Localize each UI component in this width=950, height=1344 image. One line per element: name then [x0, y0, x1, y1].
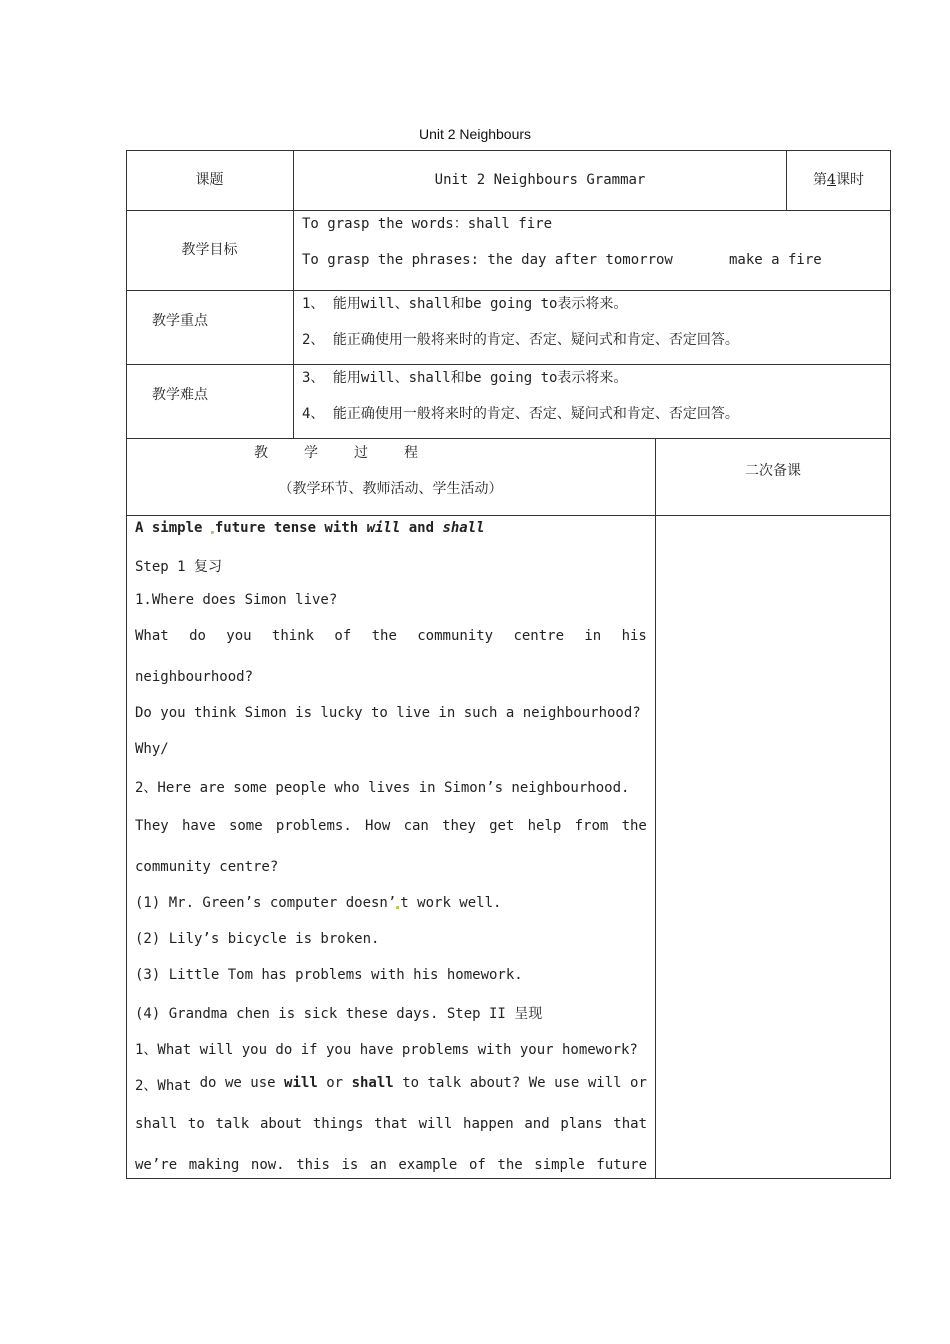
word: 2、What	[135, 1078, 192, 1094]
paragraph-2-line-2	[135, 818, 647, 834]
process-subtitle: （教学环节、教师活动、学生活动）	[278, 481, 503, 497]
word: this	[296, 1157, 330, 1173]
objectives-line-2a: To grasp the phrases: the day after tomorrow	[302, 252, 673, 268]
lesson-prefix: 第	[813, 172, 828, 188]
word: do	[189, 628, 206, 644]
question-3: Do you think Simon is lucky to live in such a neighbourhood?	[135, 705, 641, 721]
problem-item-3: (3) Little Tom has problems with his homework.	[135, 967, 523, 983]
step-2-line-2	[135, 1116, 647, 1132]
word: is	[341, 1157, 359, 1173]
heading-part: future tense with	[214, 520, 367, 536]
word: happen	[463, 1116, 514, 1132]
word: use	[250, 1075, 276, 1091]
paragraph-2: 2、Here are some people who lives in Simon’s neighbourhood.	[135, 780, 630, 796]
word: the	[621, 818, 647, 834]
heading-part: and	[400, 520, 443, 536]
word: to	[402, 1075, 420, 1091]
word: get	[489, 818, 515, 834]
text-part: t work well.	[400, 895, 502, 911]
process-title-char: 程	[404, 445, 418, 461]
difficulties-label: 教学难点	[152, 387, 208, 403]
word: future	[596, 1157, 647, 1173]
word: We	[528, 1075, 546, 1091]
word: we’re	[135, 1157, 178, 1173]
word: or	[326, 1075, 344, 1091]
process-title-char: 教	[254, 445, 268, 461]
word: we	[224, 1075, 242, 1091]
question-2	[135, 628, 647, 644]
row-divider	[126, 210, 891, 211]
word: will	[587, 1075, 622, 1091]
word: from	[574, 818, 609, 834]
word: think	[271, 628, 315, 644]
difficulty-2: 4、 能正确使用一般将来时的肯定、否定、疑问式和肯定、否定回答。	[302, 406, 739, 422]
revision-mark	[211, 531, 214, 534]
word: shall	[135, 1116, 178, 1132]
revision-mark	[396, 906, 399, 909]
question-3-end: Why/	[135, 741, 169, 757]
problem-item-1	[135, 895, 501, 911]
key-points-label: 教学重点	[152, 313, 208, 329]
column-divider	[293, 150, 294, 438]
step-2-question-2	[135, 1075, 647, 1095]
paragraph-2-line-3: community centre?	[135, 859, 279, 875]
word: and	[524, 1116, 550, 1132]
word: or	[630, 1075, 647, 1091]
word: about?	[469, 1075, 521, 1091]
word: in	[584, 628, 602, 644]
word: can	[403, 818, 429, 834]
problem-item-2: (2) Lily’s bicycle is broken.	[135, 931, 380, 947]
word: How	[365, 818, 391, 834]
table-border-right	[890, 150, 891, 1179]
row-divider	[126, 364, 891, 365]
heading-shall: shall	[442, 520, 485, 536]
word: use	[554, 1075, 580, 1091]
word: of	[468, 1157, 486, 1173]
question-1: 1.Where does Simon live?	[135, 592, 338, 608]
word: simple	[534, 1157, 585, 1173]
question-2-end: neighbourhood?	[135, 669, 254, 685]
word: do	[199, 1075, 217, 1091]
row-divider	[126, 515, 891, 516]
process-title-char: 学	[304, 445, 318, 461]
row-divider	[126, 438, 891, 439]
document-title: Unit 2 Neighbours	[418, 126, 532, 142]
word: example	[398, 1157, 458, 1173]
word: an	[369, 1157, 387, 1173]
word: help	[527, 818, 562, 834]
word: making	[188, 1157, 240, 1173]
word: the	[497, 1157, 523, 1173]
table-border-bottom	[126, 1178, 891, 1179]
process-title-char: 过	[354, 445, 368, 461]
word: talk	[215, 1116, 250, 1132]
word: things	[312, 1116, 364, 1132]
word: some	[228, 818, 263, 834]
word: community	[417, 628, 494, 644]
word: have	[181, 818, 216, 834]
word: his	[621, 628, 647, 644]
topic-label: 课题	[195, 172, 224, 188]
objectives-label: 教学目标	[181, 242, 238, 258]
word: plans	[560, 1116, 603, 1132]
word: that	[613, 1116, 647, 1132]
key-point-1: 1、 能用will、shall和be going to表示将来。	[302, 296, 628, 312]
table-border-left	[126, 150, 127, 1179]
heading-part: A simple	[135, 520, 211, 536]
heading-will: will	[366, 520, 401, 536]
word: of	[334, 628, 352, 644]
problem-item-4: (4) Grandma chen is sick these days. Step II 呈现	[135, 1006, 543, 1022]
word: to	[187, 1116, 205, 1132]
word: They	[135, 818, 169, 834]
column-divider	[655, 438, 656, 1178]
word: problems.	[275, 818, 352, 834]
second-prep-title: 二次备课	[745, 463, 801, 479]
topic-value: Unit 2 Neighbours Grammar	[434, 172, 646, 188]
word: the	[371, 628, 397, 644]
word: What	[135, 628, 169, 644]
objectives-line-2b: make a fire	[729, 252, 822, 268]
word: now.	[250, 1157, 285, 1173]
lesson-number	[787, 171, 890, 189]
word: centre	[513, 628, 565, 644]
row-divider	[126, 290, 891, 291]
table-border-top	[126, 150, 891, 151]
word-shall: shall	[351, 1075, 394, 1091]
word: they	[442, 818, 476, 834]
lesson-number-value: 4	[827, 172, 836, 188]
word-will: will	[284, 1075, 318, 1091]
objectives-line-1: To grasp the words：shall fire	[302, 216, 553, 232]
word: about	[259, 1116, 303, 1132]
text-part: (1) Mr. Green’s computer doesn’	[135, 895, 397, 911]
step-1: Step 1 复习	[135, 559, 223, 575]
word: will	[418, 1116, 453, 1132]
difficulty-1: 3、 能用will、shall和be going to表示将来。	[302, 370, 628, 386]
lesson-plan-table	[126, 150, 891, 1179]
section-heading	[135, 520, 485, 536]
word: you	[226, 628, 252, 644]
word: talk	[427, 1075, 462, 1091]
key-point-2: 2、 能正确使用一般将来时的肯定、否定、疑问式和肯定、否定回答。	[302, 332, 739, 348]
step-2-line-3	[135, 1157, 647, 1173]
word: that	[374, 1116, 408, 1132]
step-2-question-1: 1、What will you do if you have problems with your homework?	[135, 1042, 638, 1058]
lesson-suffix: 课时	[835, 172, 864, 188]
